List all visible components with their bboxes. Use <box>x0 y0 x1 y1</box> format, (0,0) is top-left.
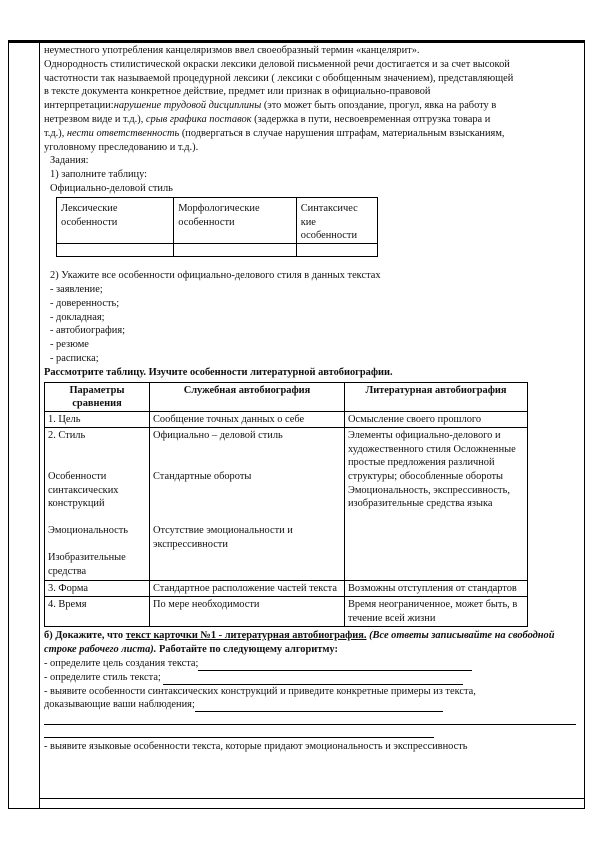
intro-text: интерпретации: <box>44 100 114 112</box>
algorithm-step-text: - определите цель создания текста; <box>44 658 199 670</box>
tasks-heading: Задания: <box>50 155 89 167</box>
proof-card-reference: текст карточки №1 - литературная автобиография. <box>125 630 367 642</box>
header-service-autobiography: Служебная автобиография <box>150 382 345 411</box>
frame-bottom-rule <box>39 798 584 799</box>
example-term: нести ответственность <box>66 127 180 139</box>
answer-line[interactable] <box>198 659 472 671</box>
row-time-literary: Время неограниченное, может быть, в течение всей жизни <box>345 597 528 627</box>
header-parameters: Параметры сравнения <box>45 382 150 411</box>
proof-instruction <box>44 629 576 657</box>
algorithm-step-text: - определите стиль текста; <box>44 671 164 683</box>
example-term: срыв графика поставок <box>145 113 252 125</box>
intro-line-1: неуместного употребления канцеляризмов ввел своеобразный термин «канцелярит». <box>44 45 420 56</box>
task-2-item: - расписка; <box>50 352 99 364</box>
intro-line-4: в тексте документа конкретное действие, предмет или признак в официально-правовой <box>44 86 431 98</box>
header-literary-autobiography: Литературная автобиография <box>345 382 528 411</box>
row-purpose-service: Сообщение точных данных о себе <box>150 411 345 428</box>
task-2-item: - докладная; <box>50 311 105 323</box>
row-style-service: Официально – деловой стиль Стандартные обороты Отсутствие эмоциональности и экспрессивности <box>150 428 345 581</box>
row-purpose-literary: Осмысление своего прошлого <box>345 411 528 428</box>
table1-empty-cell[interactable] <box>296 244 377 257</box>
row-time-service: По мере необходимости <box>150 597 345 627</box>
intro-text: нетрезвом виде и т.д.), <box>44 113 146 125</box>
task-1-subtitle: Официально-деловой стиль <box>50 182 173 194</box>
intro-line-3: частотности так называемой процедурной лексики ( лексики с обобщенным значением), представляющей <box>44 72 514 84</box>
frame-left-column-rule <box>39 41 40 808</box>
row-style-literary: Элементы официально-делового и художественного стиля Осложненные простые предложения различной структуры; обособленные обороты Эмоциональность, экспрессивность, изобразительные средства языка <box>345 428 528 581</box>
task-1: 1) заполните таблицу: <box>50 169 148 181</box>
compare-heading: Рассмотрите таблицу. Изучите особенности литературной автобиографии. <box>44 366 393 378</box>
table1-header-syntactic: Синтаксичес кие особенности <box>296 197 377 243</box>
row-style-parameter: 2. Стиль Особенности синтаксических конструкций Эмоциональность Изобразительные средства <box>45 428 150 581</box>
table1-header-morphological: Морфологические особенности <box>174 197 296 243</box>
intro-text: (это может быть опоздание, прогул, явка на работу в <box>261 100 497 112</box>
algorithm-step: - выявите языковые особенности текста, которые придают эмоциональность и экспрессивность <box>44 741 468 753</box>
task-2-item: - доверенность; <box>50 297 120 309</box>
example-term: нарушение трудовой дисциплины <box>113 100 262 112</box>
answer-line[interactable] <box>163 673 463 685</box>
row-form-parameter: 3. Форма <box>45 580 150 597</box>
answer-line[interactable] <box>195 700 443 712</box>
intro-text: (подвергаться в случае нарушения штрафам, материальным взысканиям, <box>179 127 505 139</box>
row-purpose-parameter: 1. Цель <box>45 411 150 428</box>
table1-header-lexical: Лексические особенности <box>57 197 174 243</box>
table1-empty-cell[interactable] <box>174 244 296 257</box>
comparison-table <box>44 382 528 628</box>
intro-line-2: Однородность стилистической окраски лексики деловой письменной речи достигается и за счет высокой <box>44 58 510 70</box>
worksheet-content <box>44 44 576 754</box>
row-time-parameter: 4. Время <box>45 597 150 627</box>
answer-line[interactable] <box>44 727 434 738</box>
intro-line-6 <box>44 113 576 127</box>
task-2-item: - резюме <box>50 339 89 351</box>
algorithm-step <box>44 671 576 685</box>
task-2-item: - автобиография; <box>50 325 125 337</box>
task-2-item: - заявление; <box>50 283 103 295</box>
algorithm-step <box>44 698 576 712</box>
proof-lead: б) Докажите, что <box>44 630 126 642</box>
algorithm-step-text: доказывающие ваши наблюдения; <box>44 699 195 711</box>
style-features-table <box>56 197 378 257</box>
algorithm-step: - выявите особенности синтаксических конструкций и приведите конкретные примеры из текста, <box>44 685 476 697</box>
intro-line-7 <box>44 127 576 141</box>
intro-line-5 <box>44 99 576 113</box>
proof-algorithm: Работайте по следующему алгоритму: <box>156 644 338 656</box>
row-form-service: Стандартное расположение частей текста <box>150 580 345 597</box>
intro-text: (задержка в пути, несвоевременная отгрузка товара и <box>251 113 491 125</box>
proof-note: (Все ответы записывайте на свободной строке рабочего листа). <box>44 630 555 656</box>
table1-empty-cell[interactable] <box>57 244 174 257</box>
task-2: 2) Укажите все особенности официально-делового стиля в данных текстах <box>50 270 381 282</box>
row-form-literary: Возможны отступления от стандартов <box>345 580 528 597</box>
intro-line-8: уголовному преследованию и т.д.). <box>44 141 199 153</box>
algorithm-step <box>44 657 576 671</box>
answer-line[interactable] <box>44 714 576 725</box>
intro-text: т.д.), <box>44 127 67 139</box>
